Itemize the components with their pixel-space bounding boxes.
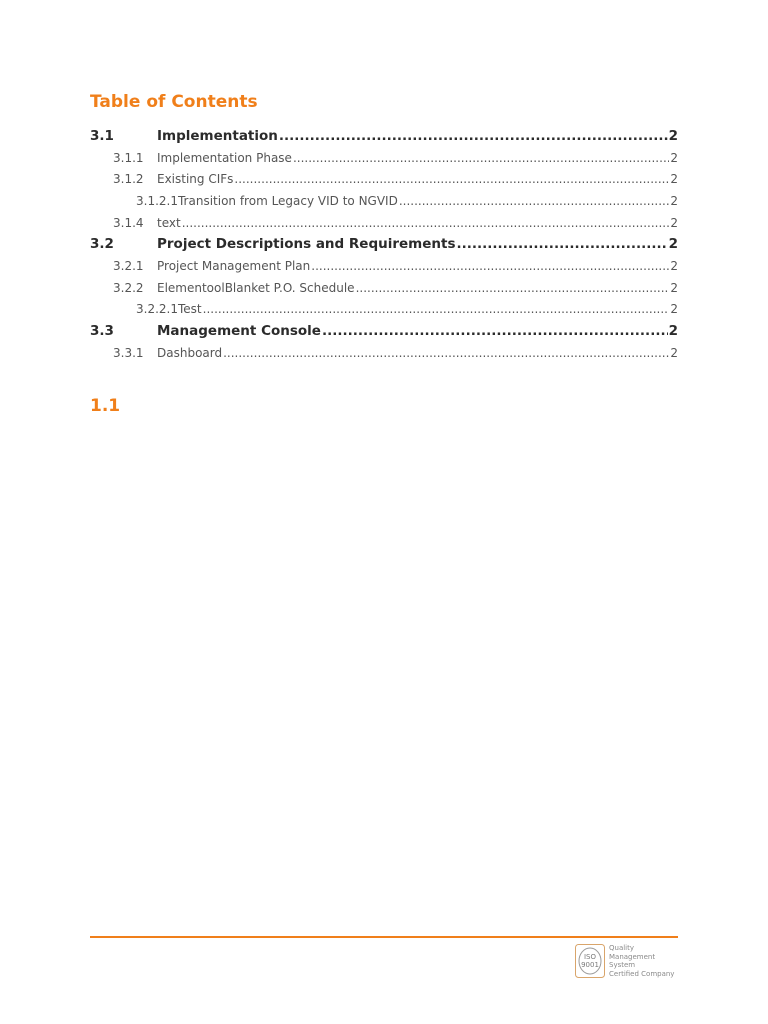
- toc-entry[interactable]: [90, 212, 678, 234]
- toc-entry[interactable]: [90, 233, 678, 255]
- toc-entry-page: 2: [668, 127, 678, 144]
- toc-entry-page: 2: [670, 172, 678, 187]
- section-heading: 1.1: [90, 396, 121, 416]
- iso-caption-line: Certified Company: [609, 969, 675, 978]
- toc-entry[interactable]: [90, 190, 678, 212]
- toc-entry-title: Project Descriptions and Requirements: [157, 236, 456, 253]
- toc-entry-page: 2: [670, 193, 678, 208]
- toc-entry[interactable]: [90, 125, 678, 147]
- toc-entry-title: Test: [177, 302, 202, 317]
- toc-entry[interactable]: [90, 299, 678, 321]
- toc-leader-dots: [223, 346, 669, 360]
- iso-caption-line: System: [609, 961, 636, 969]
- iso-caption-line: Quality: [609, 944, 635, 952]
- toc-entry[interactable]: [90, 342, 678, 364]
- toc-leader-dots: [399, 194, 670, 208]
- toc-entry-number: 3.2.2: [113, 280, 144, 295]
- toc-entry-title: Dashboard: [157, 345, 223, 360]
- toc-entry-page: 2: [668, 323, 678, 340]
- iso-logo-text-top: ISO: [583, 953, 597, 961]
- toc-entry-title: Implementation: [157, 127, 278, 144]
- toc-entry-title: text: [157, 215, 181, 230]
- toc-entry-number: 3.1.4: [113, 215, 144, 230]
- toc-entry-number: 3.2.1: [113, 258, 144, 273]
- toc-leader-dots: [279, 128, 668, 144]
- toc-leader-dots: [293, 151, 669, 165]
- toc-title: Table of Contents: [90, 92, 258, 112]
- toc-entry-title: ElementoolBlanket P.O. Schedule: [157, 280, 355, 295]
- toc-entry-page: 2: [668, 236, 678, 253]
- toc-entry-number: 3.1: [90, 127, 114, 144]
- toc-entry-number: 3.2.2.1: [136, 302, 178, 317]
- iso-caption-line: Management: [609, 952, 656, 961]
- toc-entry-page: 2: [670, 345, 678, 360]
- toc-entry-title: Existing CIFs: [157, 172, 234, 187]
- toc-entry-page: 2: [670, 150, 678, 165]
- toc-entry-title: Management Console: [157, 323, 321, 340]
- toc-entry-number: 3.2: [90, 236, 114, 253]
- toc-entry-title: Implementation Phase: [157, 150, 292, 165]
- toc-entry-page: 2: [670, 302, 678, 317]
- toc-entry-page: 2: [670, 215, 678, 230]
- toc-entry-number: 3.1.1: [113, 150, 144, 165]
- toc-leader-dots: [457, 236, 668, 252]
- toc-entry-title: Project Management Plan: [157, 258, 311, 273]
- toc-leader-dots: [356, 281, 670, 295]
- iso-logo-icon: [575, 944, 605, 978]
- toc-entry[interactable]: [90, 255, 678, 277]
- footer-divider: [90, 936, 678, 938]
- toc-entry-number: 3.3.1: [113, 345, 144, 360]
- iso-certification-badge: [575, 944, 674, 978]
- iso-logo-text-bottom: 9001: [581, 961, 599, 969]
- toc-leader-dots: [234, 172, 669, 186]
- toc-leader-dots: [182, 216, 670, 230]
- iso-caption: [609, 944, 674, 978]
- toc-entry-title: Transition from Legacy VID to NGVID: [177, 193, 398, 208]
- toc-leader-dots: [322, 323, 668, 339]
- toc-entry-page: 2: [670, 258, 678, 273]
- table-of-contents: [90, 125, 678, 364]
- toc-entry-number: 3.1.2.1: [136, 193, 178, 208]
- toc-entry-number: 3.3: [90, 323, 114, 340]
- toc-entry[interactable]: [90, 277, 678, 299]
- toc-entry[interactable]: [90, 320, 678, 342]
- toc-entry-number: 3.1.2: [113, 172, 144, 187]
- toc-entry[interactable]: [90, 168, 678, 190]
- toc-leader-dots: [203, 302, 670, 316]
- toc-entry[interactable]: [90, 147, 678, 169]
- toc-entry-page: 2: [670, 280, 678, 295]
- toc-leader-dots: [311, 259, 669, 273]
